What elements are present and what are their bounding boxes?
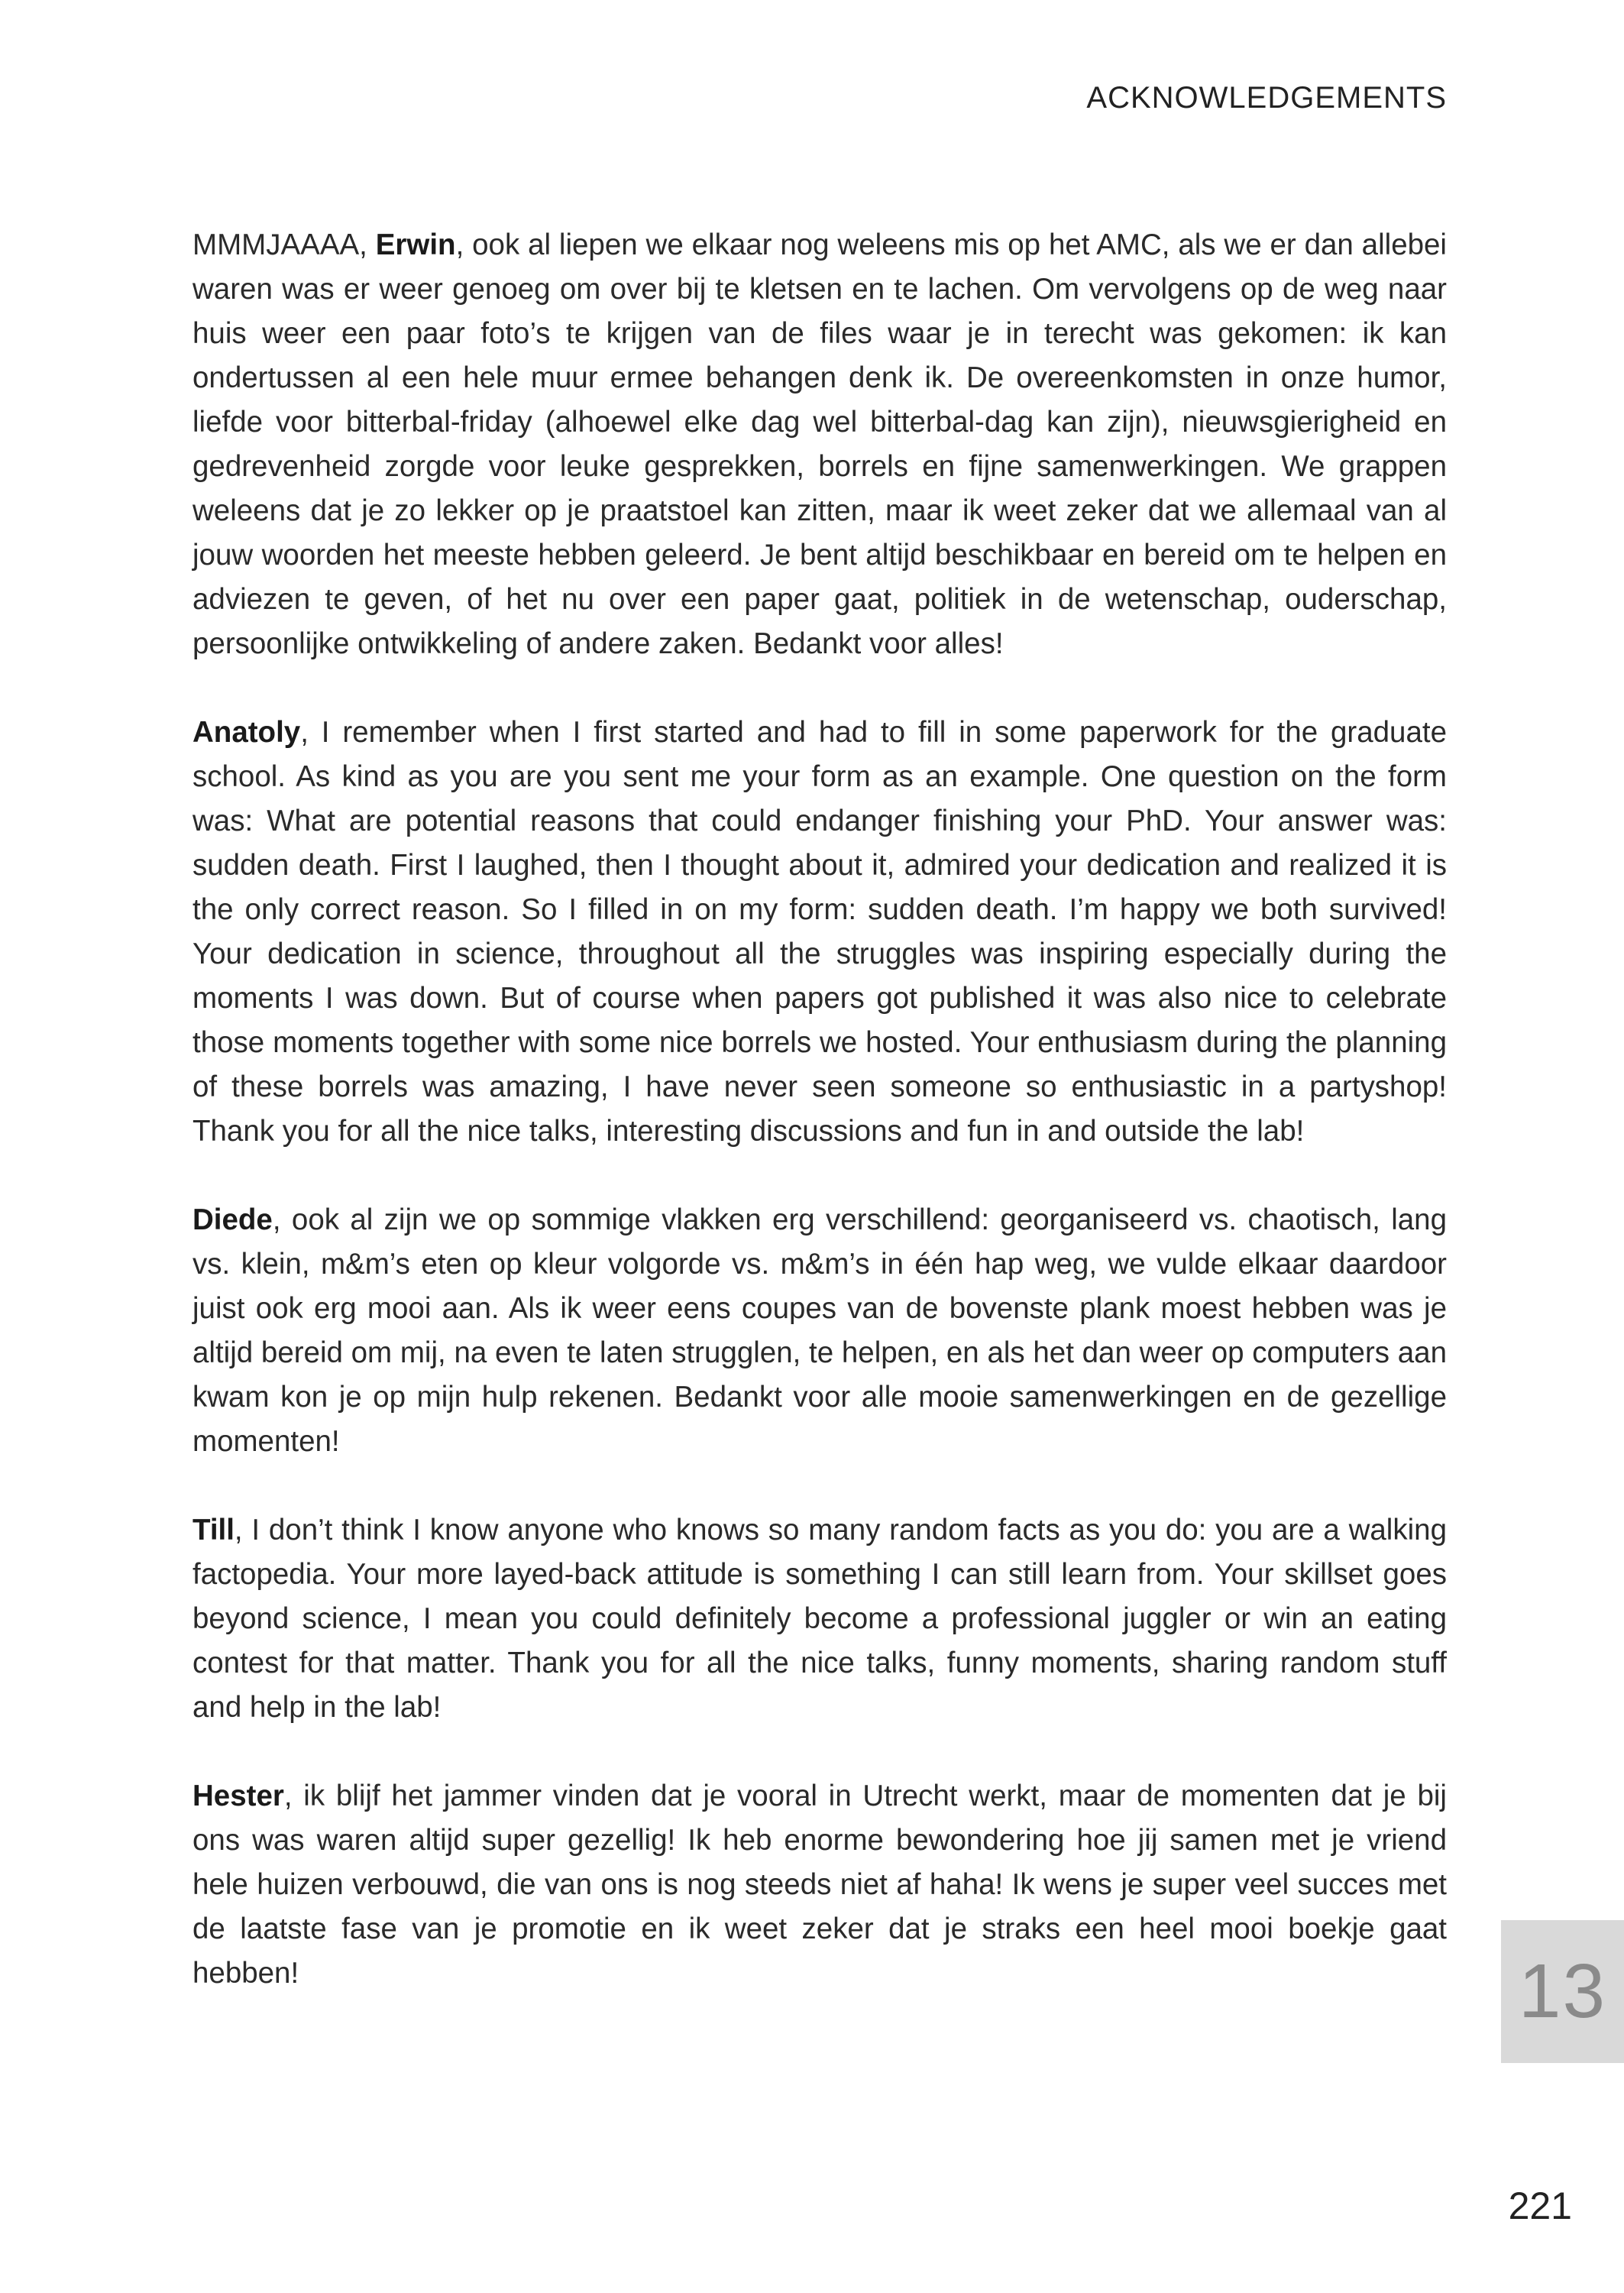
paragraph-till: [192, 1508, 1447, 1730]
paragraph-hester: [192, 1774, 1447, 1996]
acknowledgements-body: [192, 223, 1447, 2040]
paragraph-diede: [192, 1198, 1447, 1464]
paragraph-text: , I remember when I first started and had to fill in some paperwork for the graduate school. As kind as you are you sent me your form as an example. One question on the form was: What are potential reasons that could endanger finishing your PhD. Your answer was: sudden death. First I laughed, then I thought about it, admired your dedication and realized it is the only correct reason. So I filled in on my form: sudden death. I’m happy we both survived! Your dedication in science, throughout all the struggles was inspiring especially during the moments I was down. But of course when papers got published it was also nice to celebrate those moments together with some nice borrels we hosted. Your enthusiasm during the planning of these borrels was amazing, I have never seen someone so enthusiastic in a partyshop! Thank you for all the nice talks, interesting discussions and fun in and outside the lab!: [192, 716, 1447, 1148]
person-name: Diede: [192, 1203, 273, 1236]
person-name: Erwin: [375, 228, 456, 261]
chapter-tab: [1501, 1920, 1624, 2063]
chapter-number: 13: [1518, 1948, 1607, 2034]
paragraph-text: , ook al zijn we op sommige vlakken erg verschillend: georganiseerd vs. chaotisch, lang vs. klein, m&m’s eten op kleur volgorde vs. m&m’s in één hap weg, we vulde elkaar daardoor juist ook erg mooi aan. Als ik weer eens coupes van de bovenste plank moest hebben was je altijd bereid om mij, na even te laten strugglen, te helpen, en als het dan weer op computers aan kwam kon je op mijn hulp rekenen. Bedankt voor alle mooie samenwerkingen en de gezellige momenten!: [192, 1203, 1447, 1458]
paragraph-lead: MMMJAAAA,: [192, 228, 376, 261]
running-header: ACKNOWLEDGEMENTS: [1086, 81, 1447, 115]
person-name: Till: [192, 1514, 235, 1546]
page-number: 221: [1508, 2185, 1572, 2227]
paragraph-text: , ik blijf het jammer vinden dat je vooral in Utrecht werkt, maar de momenten dat je bij ons was waren altijd super gezellig! Ik heb enorme bewondering hoe jij samen met je vriend hele huizen verbouwd, die van ons is nog steeds niet af haha! Ik wens je super veel succes met de laatste fase van je promotie en ik weet zeker dat je straks een heel mooi boekje gaat hebben!: [192, 1780, 1447, 1990]
paragraph-erwin: [192, 223, 1447, 666]
paragraph-text: , I don’t think I know anyone who knows so many random facts as you do: you are a walking factopedia. Your more layed-back attitude is something I can still learn from. Your skillset goes beyond science, I mean you could definitely become a professional juggler or win an eating contest for that matter. Thank you for all the nice talks, funny moments, sharing random stuff and help in the lab!: [192, 1514, 1447, 1724]
paragraph-anatoly: [192, 711, 1447, 1154]
person-name: Hester: [192, 1780, 284, 1812]
person-name: Anatoly: [192, 716, 301, 749]
paragraph-text: , ook al liepen we elkaar nog weleens mis op het AMC, als we er dan allebei waren was er weer genoeg om over bij te kletsen en te lachen. Om vervolgens op de weg naar huis weer een paar foto’s te krijgen van de files waar je in terecht was gekomen: ik kan ondertussen al een hele muur ermee behangen denk ik. De overeenkomsten in onze humor, liefde voor bitterbal-friday (alhoewel elke dag wel bitterbal-dag kan zijn), nieuwsgierigheid en gedrevenheid zorgde voor leuke gesprekken, borrels en fijne samenwerkingen. We grappen weleens dat je zo lekker op je praatstoel kan zitten, maar ik weet zeker dat we allemaal van al jouw woorden het meeste hebben geleerd. Je bent altijd beschikbaar en bereid om te helpen en adviezen te geven, of het nu over een paper gaat, politiek in de wetenschap, ouderschap, persoonlijke ontwikkeling of andere zaken. Bedankt voor alles!: [192, 228, 1447, 660]
